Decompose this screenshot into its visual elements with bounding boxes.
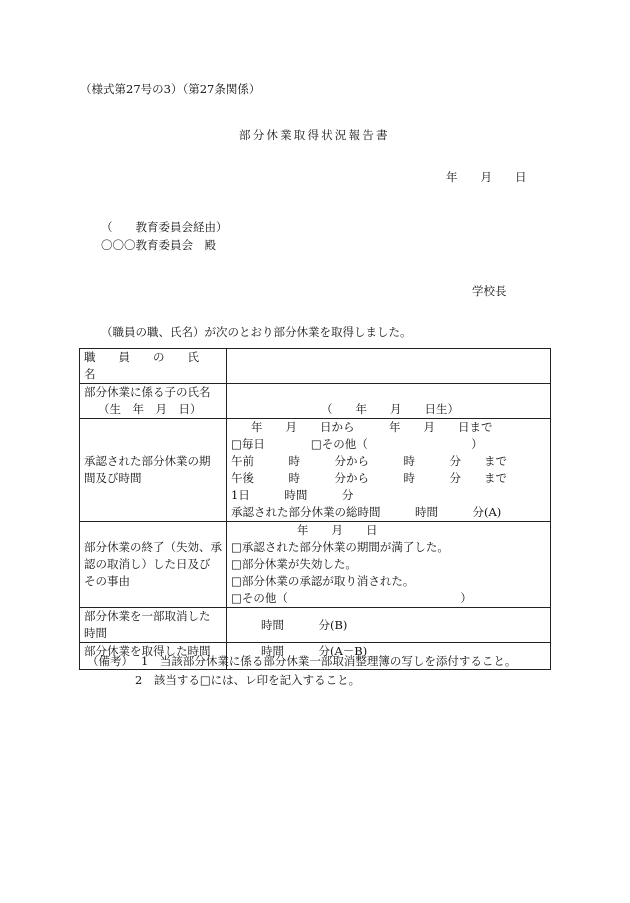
report-table: [79, 348, 551, 670]
afternoon-time-line: 午後 時 分から 時 分 まで: [231, 471, 507, 485]
partially-cancelled-label-line1: 部分休業を一部取消した: [84, 609, 211, 623]
total-hours-line: 承認された部分休業の総時間 時間 分(A): [231, 505, 502, 519]
remarks-heading: （備考）: [87, 654, 133, 668]
child-name-label-line1: 部分休業に係る子の氏名: [84, 385, 211, 399]
child-name-label: [80, 384, 227, 419]
via-line: （ 教育委員会経由）: [101, 220, 228, 234]
reason-expired-checkbox: □承認された部分休業の期間が満了した。: [231, 540, 449, 554]
period-dates-line: 年 月 日から 年 月 日まで: [251, 420, 493, 434]
end-reason-label: [80, 522, 227, 608]
row-partially-cancelled: [80, 608, 551, 643]
principal-label: 学校長: [472, 284, 507, 298]
remarks: [87, 652, 516, 690]
intro-sentence: （職員の職、氏名）が次のとおり部分休業を取得しました。: [101, 325, 412, 339]
child-birthdate-label: （生 年 月 日）: [98, 402, 202, 416]
end-reason-value[interactable]: [227, 522, 551, 608]
reason-revoked-checkbox: □部分休業の承認が取り消された。: [231, 574, 415, 588]
approved-period-value[interactable]: [227, 419, 551, 522]
employee-name-label: 職 員 の 氏 名: [80, 349, 227, 384]
partially-cancelled-time: 時間 分(B): [261, 617, 348, 632]
taken-time-amount: 時間 分(A－B): [261, 644, 368, 658]
approved-period-label: [80, 419, 227, 522]
row-employee-name: [80, 349, 551, 384]
employee-name-value[interactable]: [227, 349, 551, 384]
end-reason-label-line3: その事由: [84, 574, 130, 588]
frequency-checkbox-line: □毎日 □その他（ ）: [231, 437, 483, 451]
remarks-item-2: 2 該当する□には、レ印を記入すること。: [135, 673, 361, 687]
remarks-item-1: 1 当該部分休業に係る部分休業一部取消整理簿の写しを添付すること。: [141, 654, 517, 668]
end-reason-label-line1: 部分休業の終了（失効、承: [84, 540, 222, 554]
end-reason-label-line2: 認の取消し）した日及び: [84, 557, 211, 571]
child-birthdate-value: （ 年 月 日生）: [321, 402, 459, 416]
date-line: 年 月 日: [446, 170, 527, 184]
end-date-line: 年 月 日: [297, 523, 378, 537]
partially-cancelled-label-line2: 時間: [84, 626, 107, 640]
taken-time-label: 部分休業を取得した時間: [80, 643, 227, 670]
approved-period-label-line2: 間及び時間: [84, 471, 142, 485]
partially-cancelled-value[interactable]: [227, 608, 551, 643]
row-end-reason: [80, 522, 551, 608]
child-name-value[interactable]: [227, 384, 551, 419]
row-child-name: [80, 384, 551, 419]
addressee: 〇〇〇教育委員会 殿: [101, 238, 216, 252]
document-title: 部分休業取得状況報告書: [239, 128, 390, 142]
partially-cancelled-label: [80, 608, 227, 643]
daily-hours-line: 1日 時間 分: [231, 488, 354, 502]
morning-time-line: 午前 時 分から 時 分 まで: [231, 454, 507, 468]
reason-other-checkbox: □その他（ ）: [231, 591, 472, 605]
remarks-line-2: [87, 671, 516, 690]
form-reference: （様式第27号の3）（第27条関係）: [80, 82, 261, 96]
row-approved-period: [80, 419, 551, 522]
approved-period-label-line1: 承認された部分休業の期: [84, 454, 211, 468]
remarks-line-1: [87, 652, 516, 671]
reason-lapsed-checkbox: □部分休業が失効した。: [231, 557, 357, 571]
